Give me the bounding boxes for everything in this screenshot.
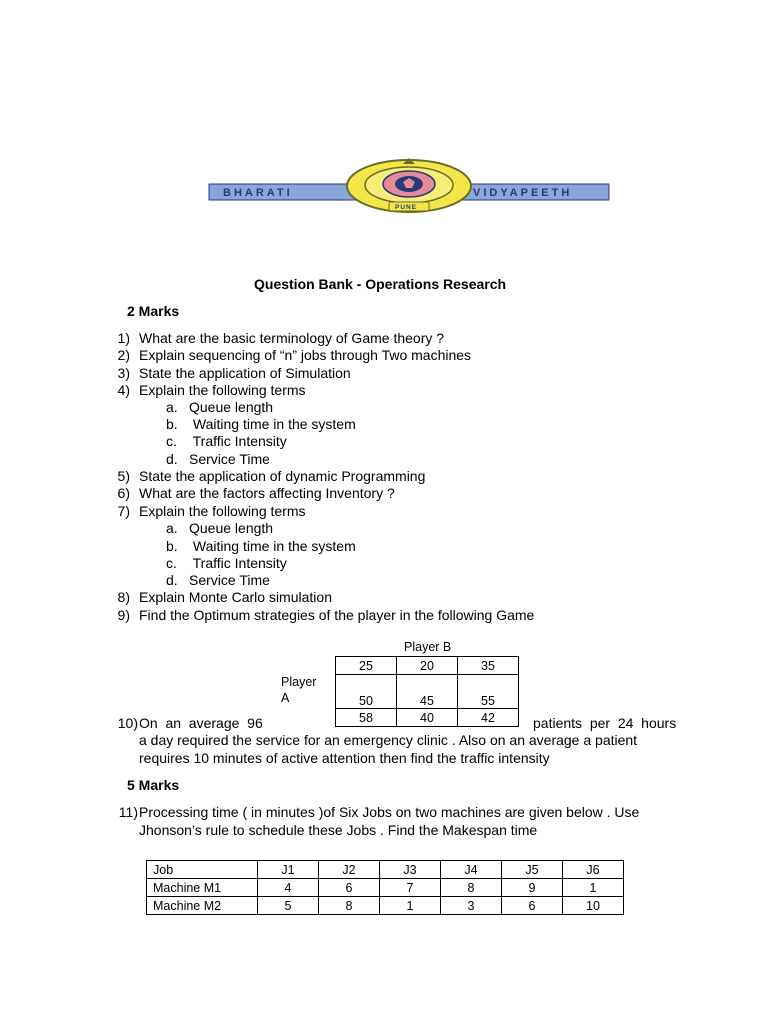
university-logo	[207, 158, 611, 214]
jobs-processing-table	[146, 860, 624, 915]
table-cell: 1	[380, 897, 441, 915]
table-cell: 40	[397, 709, 458, 727]
question-number: 6)	[117, 485, 130, 501]
question-text: Explain sequencing of “n” jobs through Two machines	[139, 347, 472, 363]
table-cell: 20	[397, 657, 458, 675]
logo-left-text: BHARATI	[223, 187, 293, 199]
table-header-cell: J4	[441, 861, 502, 879]
question-text-line: a day required the service for an emergency clinic . Also on an average a patient	[139, 732, 638, 748]
table-row	[147, 879, 624, 897]
sub-item-letter: b.	[166, 416, 178, 432]
question-text-line: Jhonson’s rule to schedule these Jobs . Find the Makespan time	[139, 822, 538, 838]
table-header-cell: J3	[380, 861, 441, 879]
question-number: 7)	[117, 503, 130, 519]
table-cell: 50	[336, 675, 397, 709]
table-header-cell: J5	[502, 861, 563, 879]
sub-item-text: Traffic Intensity	[189, 555, 287, 571]
table-header-cell: J6	[563, 861, 624, 879]
question-text: Explain the following terms	[139, 382, 306, 398]
table-cell: 8	[319, 897, 380, 915]
question-number: 5)	[117, 468, 130, 484]
table-header-cell: J2	[319, 861, 380, 879]
game-row-label: A	[281, 691, 290, 705]
question-text: State the application of Simulation	[139, 365, 351, 381]
question-number: 2)	[117, 347, 130, 363]
sub-item-letter: a.	[166, 520, 178, 536]
table-cell: 42	[458, 709, 519, 727]
section-heading-5-marks: 5 Marks	[127, 777, 180, 793]
question-text-part2: patients per 24 hours	[533, 715, 677, 731]
question-text: What are the factors affecting Inventory ?	[139, 485, 395, 501]
question-number: 11)	[118, 804, 138, 820]
table-row	[147, 897, 624, 915]
sub-item-letter: c.	[166, 433, 177, 449]
sub-item-letter: d.	[166, 572, 178, 588]
question-number: 4)	[117, 382, 130, 398]
sub-item-text: Service Time	[189, 572, 270, 588]
table-cell: 55	[458, 675, 519, 709]
game-row-label: Player	[281, 675, 317, 689]
table-cell: Machine M1	[147, 879, 258, 897]
table-cell: 35	[458, 657, 519, 675]
table-header-cell: Job	[147, 861, 258, 879]
question-text: Explain Monte Carlo simulation	[139, 589, 332, 605]
question-text-line: Processing time ( in minutes )of Six Jobs on two machines are given below . Use	[139, 804, 640, 820]
sub-item-text: Waiting time in the system	[189, 416, 356, 432]
table-row	[336, 657, 519, 675]
question-number: 10)	[117, 715, 138, 731]
table-row	[336, 675, 519, 709]
question-text-line: requires 10 minutes of active attention then find the traffic intensity	[139, 750, 550, 766]
table-cell: 4	[258, 879, 319, 897]
table-cell: Machine M2	[147, 897, 258, 915]
sub-item-letter: b.	[166, 538, 178, 554]
table-cell: 6	[502, 897, 563, 915]
question-text: Find the Optimum strategies of the player in the following Game	[139, 607, 535, 623]
table-row	[336, 709, 519, 727]
question-text: Explain the following terms	[139, 503, 306, 519]
sub-item-text: Waiting time in the system	[189, 538, 356, 554]
sub-item-text: Queue length	[189, 520, 274, 536]
table-cell: 8	[441, 879, 502, 897]
table-cell: 3	[441, 897, 502, 915]
question-number: 1)	[117, 330, 130, 346]
table-header-cell: J1	[258, 861, 319, 879]
game-column-header: Player B	[404, 640, 452, 654]
sub-item-letter: a.	[166, 399, 178, 415]
table-cell: 9	[502, 879, 563, 897]
logo-right-text: VIDYAPEETH	[473, 187, 573, 199]
section-heading-2-marks: 2 Marks	[127, 303, 180, 319]
sub-item-text: Traffic Intensity	[189, 433, 287, 449]
table-cell: 25	[336, 657, 397, 675]
sub-item-text: Queue length	[189, 399, 274, 415]
page-title: Question Bank - Operations Research	[254, 276, 507, 292]
game-payoff-table	[335, 656, 519, 727]
table-cell: 58	[336, 709, 397, 727]
question-text: State the application of dynamic Programming	[139, 468, 426, 484]
table-cell: 5	[258, 897, 319, 915]
table-cell: 10	[563, 897, 624, 915]
table-cell: 6	[319, 879, 380, 897]
sub-item-letter: c.	[166, 555, 177, 571]
question-number: 3)	[117, 365, 130, 381]
sub-item-letter: d.	[166, 451, 178, 467]
question-text-part1: On an average 96	[139, 715, 263, 731]
question-number: 9)	[117, 607, 130, 623]
table-cell: 1	[563, 879, 624, 897]
logo-bottom-text: PUNE	[395, 204, 418, 211]
table-header-row	[147, 861, 624, 879]
table-cell: 7	[380, 879, 441, 897]
table-cell: 45	[397, 675, 458, 709]
question-number: 8)	[117, 589, 130, 605]
question-text: What are the basic terminology of Game theory ?	[139, 330, 445, 346]
sub-item-text: Service Time	[189, 451, 270, 467]
